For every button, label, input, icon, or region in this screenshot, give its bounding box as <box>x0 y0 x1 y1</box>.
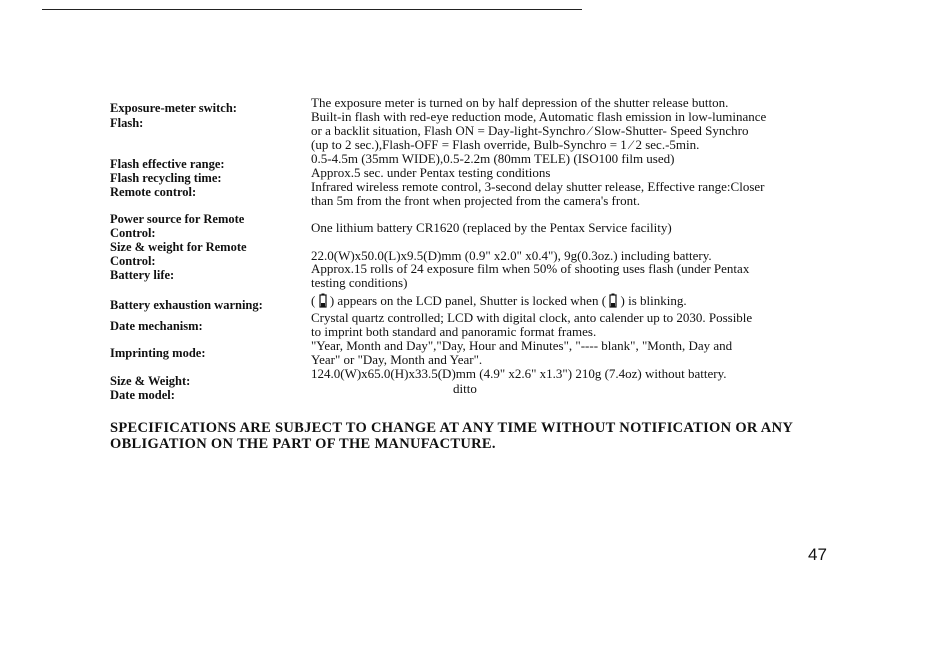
label-flash-range: Flash effective range: <box>110 157 225 171</box>
value-battery-life-1: Approx.15 rolls of 24 exposure film when 50% of shooting uses flash (under Pentax <box>311 261 750 276</box>
value-date-mechanism-2: to imprint both standard and panoramic format frames. <box>311 324 597 339</box>
value-imprinting-2: Year" or "Day, Month and Year". <box>311 352 483 367</box>
battery-icon <box>609 293 617 308</box>
top-rule <box>42 9 582 10</box>
battery-warning-middle: ) appears on the LCD panel, Shutter is locked when ( <box>329 293 607 308</box>
specifications-notice <box>110 420 793 452</box>
label-battery-life: Battery life: <box>110 268 175 282</box>
value-flash-range: 0.5-4.5m (35mm WIDE),0.5-2.2m (80mm TELE) (ISO100 film used) <box>311 151 675 166</box>
label-power-source-1: Power source for Remote <box>110 212 245 226</box>
label-imprinting-mode: Imprinting mode: <box>110 346 206 360</box>
value-size-weight-remote: 22.0(W)x50.0(L)x9.5(D)mm (0.9" x2.0" x0.4"), 9g(0.3oz.) including battery. <box>311 248 712 263</box>
notice-line-2: OBLIGATION ON THE PART OF THE MANUFACTURE. <box>110 436 496 452</box>
value-flash-3: (up to 2 sec.),Flash-OFF = Flash override, Bulb-Synchro = 1 ⁄ 2 sec.-5min. <box>311 137 700 152</box>
value-remote-2: than 5m from the front when projected from the camera's front. <box>311 193 641 208</box>
value-exposure-meter: The exposure meter is turned on by half depression of the shutter release button. <box>311 95 729 110</box>
value-imprinting-1: "Year, Month and Day","Day, Hour and Minutes", "---- blank", "Month, Day and <box>311 338 733 353</box>
label-size-weight-remote-2: Control: <box>110 254 156 268</box>
page-number: 47 <box>808 545 827 564</box>
label-size-weight: Size & Weight: <box>110 374 191 388</box>
value-remote-1: Infrared wireless remote control, 3-second delay shutter release, Effective range:Closer <box>311 179 765 194</box>
label-remote-control: Remote control: <box>110 185 197 199</box>
value-size-weight: 124.0(W)x65.0(H)x33.5(D)mm (4.9" x2.6" x1.3") 210g (7.4oz) without battery. <box>311 366 727 381</box>
value-flash-recycling: Approx.5 sec. under Pentax testing conditions <box>311 165 551 180</box>
label-date-mechanism: Date mechanism: <box>110 319 203 333</box>
label-power-source-2: Control: <box>110 226 156 240</box>
label-exposure-meter: Exposure-meter switch: <box>110 101 237 115</box>
value-battery-warning <box>311 293 687 308</box>
battery-warning-end: ) is blinking. <box>620 293 687 308</box>
battery-icon <box>319 293 327 308</box>
label-size-weight-remote-1: Size & weight for Remote <box>110 240 247 254</box>
label-battery-warning: Battery exhaustion warning: <box>110 298 263 312</box>
value-date-mechanism-1: Crystal quartz controlled; LCD with digital clock, anto calender up to 2030. Possible <box>311 310 753 325</box>
value-date-model: ditto <box>453 381 477 396</box>
label-flash-recycling: Flash recycling time: <box>110 171 222 185</box>
value-power-source: One lithium battery CR1620 (replaced by the Pentax Service facility) <box>311 220 672 235</box>
label-flash: Flash: <box>110 116 144 130</box>
value-flash-1: Built-in flash with red-eye reduction mode, Automatic flash emission in low-luminance <box>311 109 767 124</box>
value-flash-2: or a backlit situation, Flash ON = Day-light-Synchro ⁄ Slow-Shutter- Speed Synchro <box>311 123 749 138</box>
battery-warning-open: ( <box>311 293 316 308</box>
value-battery-life-2: testing conditions) <box>311 275 408 290</box>
notice-line-1: SPECIFICATIONS ARE SUBJECT TO CHANGE AT ANY TIME WITHOUT NOTIFICATION OR ANY <box>110 420 794 436</box>
label-date-model: Date model: <box>110 388 175 402</box>
